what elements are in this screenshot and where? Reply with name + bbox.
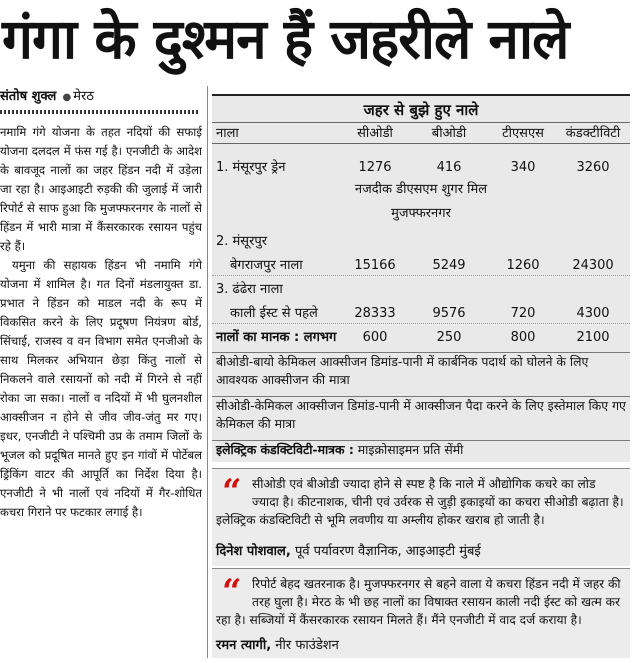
table-row-heading <box>212 280 630 300</box>
quote-text <box>216 475 626 529</box>
table-row <box>212 158 630 178</box>
tss-value: 800 <box>510 330 536 345</box>
byline-location: मेरठ <box>73 89 94 104</box>
cod-value: 600 <box>362 330 388 345</box>
bod-value: 416 <box>436 160 462 175</box>
quote-attribution <box>216 637 339 655</box>
article-body <box>0 123 202 658</box>
standard-label: नालों का मानक : लगभग <box>216 330 337 345</box>
bullet-icon: ● <box>62 92 72 103</box>
drain-name: काली ईस्ट से पहले <box>230 306 318 321</box>
tss-value: 720 <box>510 306 536 321</box>
bod-value: 5249 <box>432 258 466 273</box>
quote-attribution <box>216 543 481 561</box>
tss-value: 340 <box>510 160 536 175</box>
bod-value: 9576 <box>432 306 466 321</box>
definition-ec-label: इलेक्ट्रिक कंडक्टिविटी-मात्रक : <box>216 442 354 457</box>
cod-value: 28333 <box>354 306 396 321</box>
tss-value: 1260 <box>506 258 540 273</box>
pollution-data-panel <box>212 94 630 462</box>
definition-ec <box>212 440 630 459</box>
quote-author: रमन त्यागी, <box>216 638 272 653</box>
table-row <box>212 304 630 324</box>
drain-name: 2. मंसूरपुर <box>216 234 268 249</box>
header-drain: नाला <box>216 126 239 141</box>
cod-value: 15166 <box>354 258 396 273</box>
conductivity-value: 4300 <box>576 306 610 321</box>
table-header <box>212 122 630 144</box>
article-paragraph: यमुना की सहायक हिंडन भी नमामि गंगे योजना में शामिल है। गत दिनों मंडलायुक्त डा. प्रभात ने हिंडन को माडल नदी के रूप में विकसित करने के लिए प्रदूषण नियंत्रण बोर्ड, सिंचाई, राजस्व व वन विभाग समेत एनजीओ के साथ मिलकर अभियान छेड़ा किंतु नालों से निकलने वाले रसायनों को नदी में गिरने से नहीं रोका जा सका। नालों व नदियों में भी घुलनशील आक्सीजन न होने से जीव जीव-जंतु मर गए। इधर, एनजीटी ने पश्चिमी उप्र के तमाम जिलों के भूजल को प्रदूषित मानते हुए इन गांवों में पोर्टेबल ड्रिंकिंग वाटर की आपूर्ति का निर्देश दिया है। एनजीटी ने भी नालों एवं नदियों में गैर-शोधित कचरा गिराने पर फटकार लगाई है। <box>0 258 202 519</box>
header-cod: सीओडी <box>357 126 393 141</box>
table-title: जहर से बुझे हुए नाले <box>363 101 479 119</box>
quote-text-main: सीओडी एवं बीओडी ज्यादा होने से स्पष्ट है कि नाले में औद्योगिक कचरे का लोड ज्यादा है। कीटनाशक, चीनी एवं उर्वरक से जुड़ी इकाइयों का कचरा सीओडी बढ़ाता है। <box>252 477 624 509</box>
header-tss: टीएसएस <box>502 126 544 141</box>
byline-author: संतोष शुक्ल <box>0 89 57 104</box>
drain-name: 1. मंसूरपुर ड्रेन <box>216 160 286 175</box>
quote-author-role: पूर्व पर्यावरण वैज्ञानिक, आइआइटी मुंबई <box>294 544 481 559</box>
expert-quote <box>212 468 630 566</box>
drain-location-note: मुजफ्फरनगर <box>391 206 451 221</box>
conductivity-value: 24300 <box>572 258 614 273</box>
conductivity-value: 3260 <box>576 160 610 175</box>
article-paragraph: नमामि गंगे योजना के तहत नदियों की सफाई योजना दलदल में फंस गई है। एनजीटी के आदेश के बावजूद नालों का जहर हिंडन नदी में उड़ेला जा रहा है। आइआइटी रुड़की की जुलाई में जारी रिपोर्ट से साफ हुआ कि मुजफ्फरनगर के नालों से हिंडन में भारी मात्रा में कैंसरकारक रसायन पहुंच रहे हैं। <box>0 125 202 253</box>
drain-name: 3. ढंढेरा नाला <box>216 282 283 297</box>
conductivity-value: 2100 <box>576 330 610 345</box>
quote-mark-icon: “ <box>222 572 242 612</box>
quote-text <box>216 575 626 629</box>
byline-divider <box>0 110 200 114</box>
cod-value: 1276 <box>358 160 392 175</box>
quote-text-cont: रहा है। सब्जियों में कैंसरकारक रसायन मिलते हैं। मैंने एनजीटी में वाद दर्ज कराया है। <box>216 613 582 627</box>
activist-quote <box>212 568 630 658</box>
headline: गंगा के दुश्मन हैं जहरीले नाले <box>2 7 569 71</box>
table-row <box>212 256 630 276</box>
header-conductivity: कंडक्टीविटी <box>565 126 621 141</box>
quote-author: दिनेश पोशवाल, <box>216 544 291 559</box>
definition-ec-value: माइक्रोसाइमन प्रति सेंमी <box>357 442 464 457</box>
table-row-heading <box>212 232 630 252</box>
standard-row <box>212 328 630 348</box>
header-bod: बीओडी <box>431 126 467 141</box>
quote-mark-icon: “ <box>222 472 242 512</box>
quote-author-role: नीर फाउंडेशन <box>275 638 339 653</box>
definition-cod: सीओडी-केमिकल आक्सीजन डिमांड-पानी में आक्सीजन पैदा करने के लिए इस्तेमाल किए गए केमिकल की मात्रा <box>212 396 630 433</box>
byline <box>0 86 200 108</box>
column-divider <box>207 86 208 658</box>
quote-text-main: रिपोर्ट बेहद खतरनाक है। मुजफ्फरनगर से बहने वाला ये कचरा हिंडन नदी में जहर की तरह घुला है। मेरठ के भी छह नालों का विषाक्त रसायन काली नदी ईस्ट को खत्म कर <box>252 577 621 609</box>
definition-bod: बीओडी-बायो केमिकल आक्सीजन डिमांड-पानी में कार्बनिक पदार्थ को घोलने के लिए आवश्यक आक्सीजन की मात्रा <box>212 352 630 389</box>
drain-name: बेगराजपुर नाला <box>230 258 303 273</box>
drain-location-note: नजदीक डीएसएम शुगर मिल <box>354 182 488 197</box>
bod-value: 250 <box>436 330 462 345</box>
quote-text-cont: इलेक्ट्रिक कंडक्टिविटी से भूमि लवणीय या अम्लीय होकर खराब हो जाती है। <box>216 513 545 527</box>
